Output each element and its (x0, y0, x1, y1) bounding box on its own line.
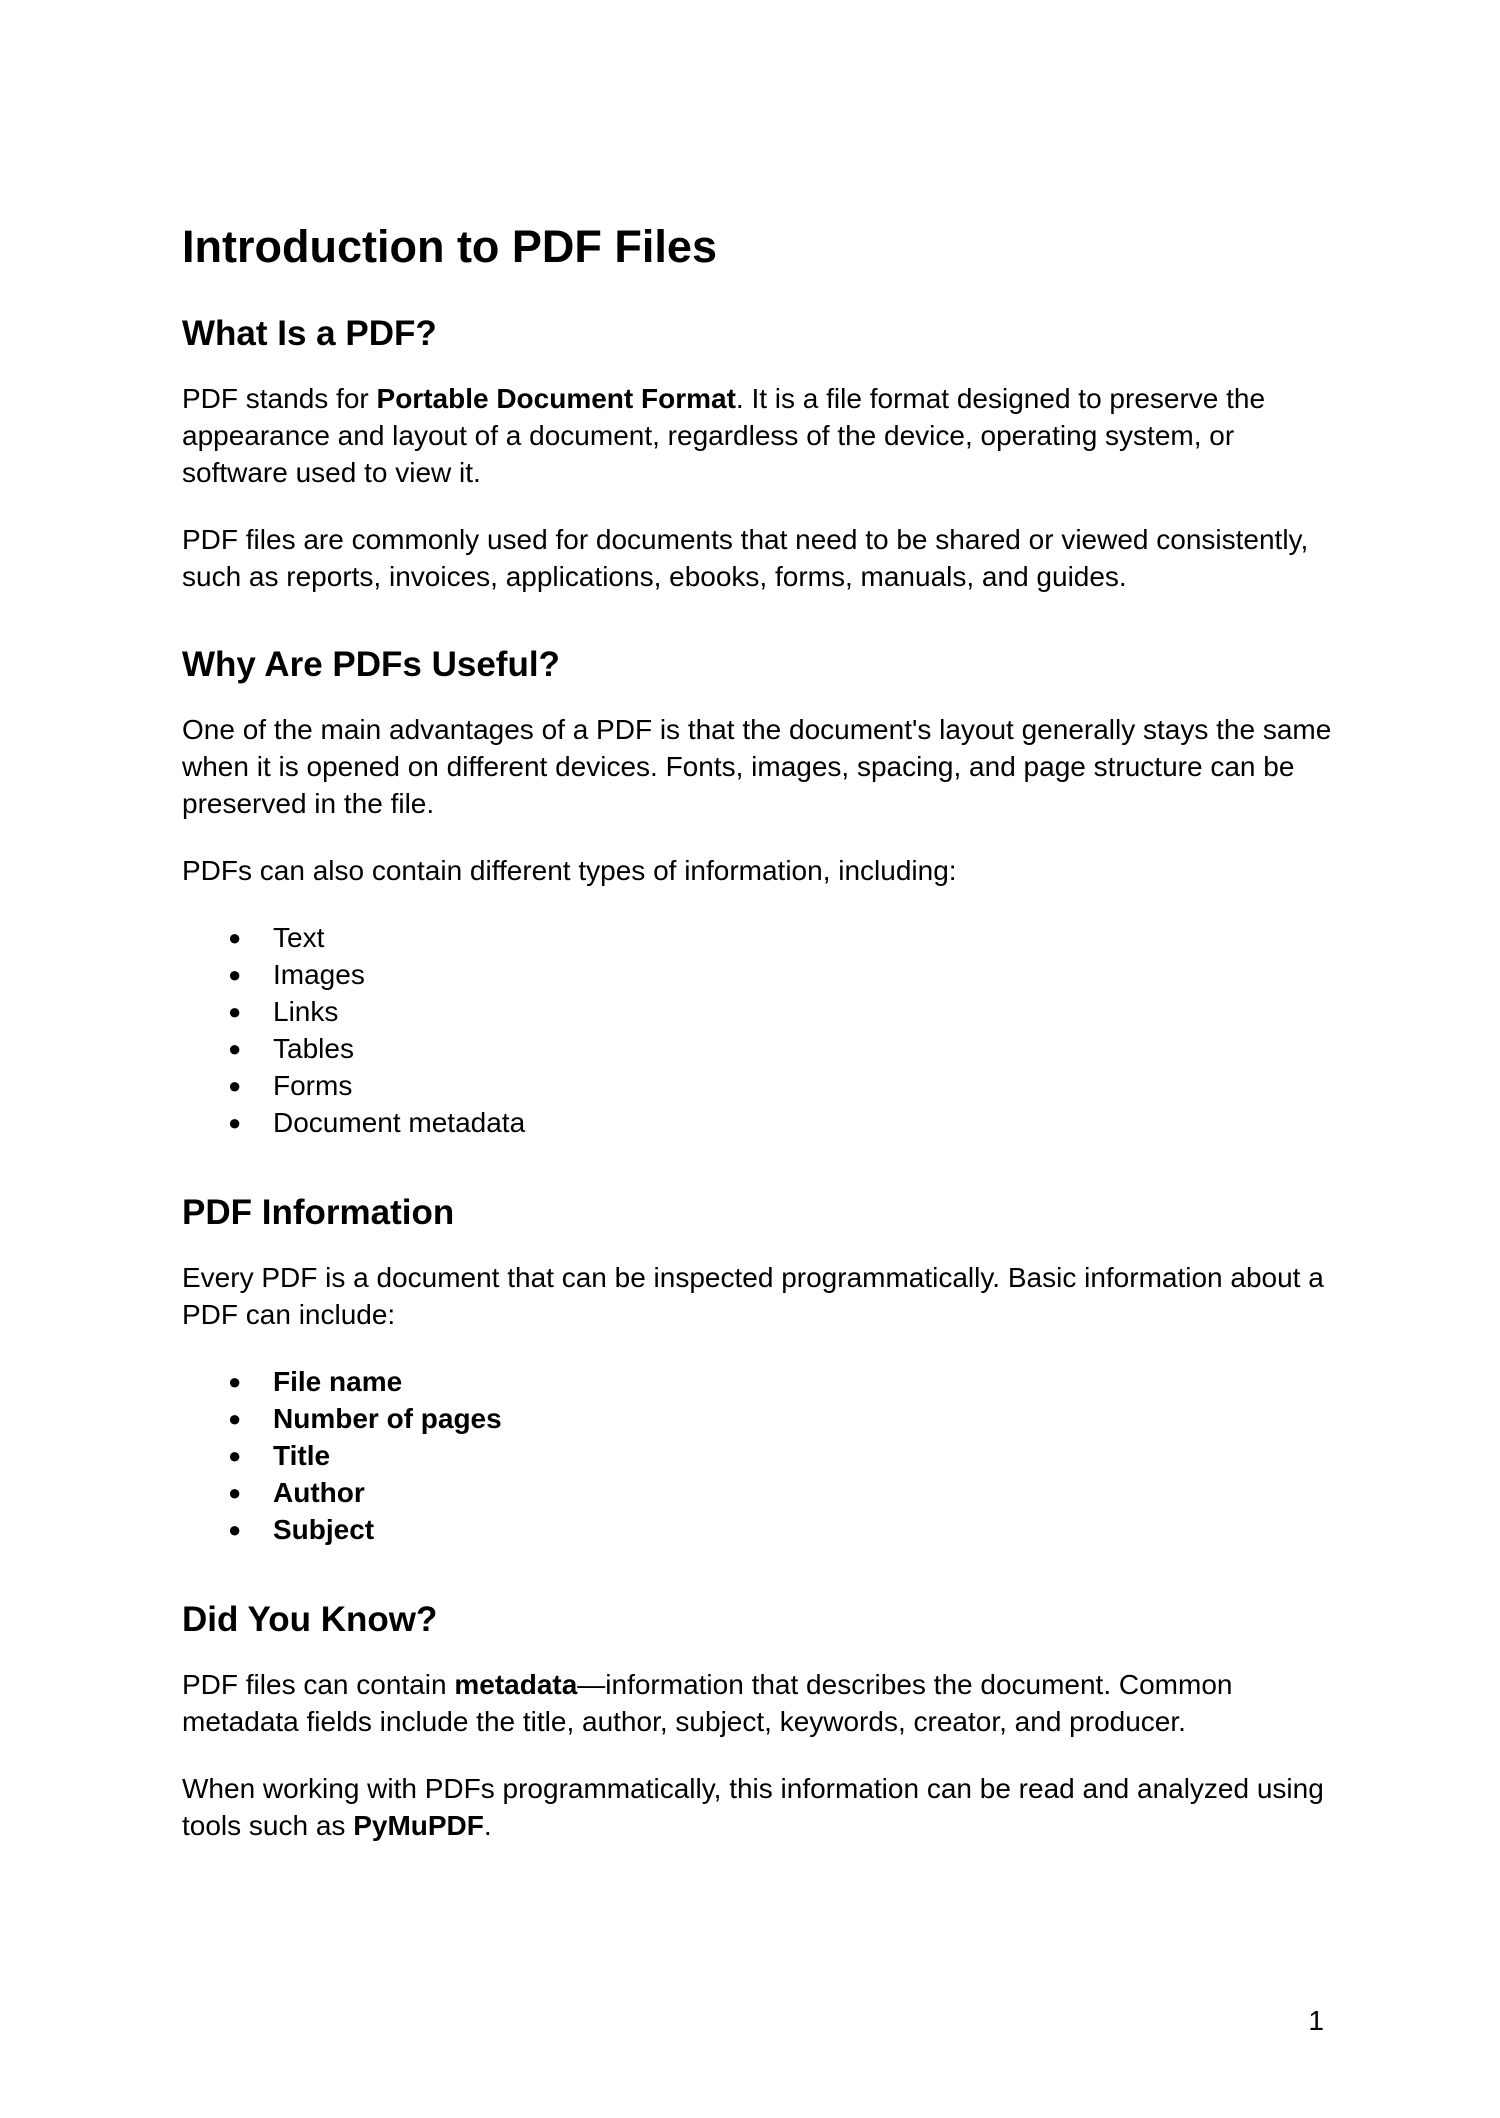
paragraph-text: . (483, 1810, 492, 1841)
list-item: ● Forms (182, 1067, 1342, 1104)
paragraph-text: . It is a file format designed to preserve the appearance and layout of a document, regardless of the device, operating system, or software used to view it. (182, 383, 1266, 488)
section-heading-pdf-information: PDF Information (182, 1193, 455, 1232)
paragraph-pdf-uses: PDF files are commonly used for documents that need to be shared or viewed consistently, such as reports, invoices, applications, ebooks, forms, manuals, and guides. (182, 524, 1309, 592)
paragraph-pdf-definition (182, 380, 1342, 491)
paragraph-metadata-intro (182, 1666, 1342, 1740)
list-item: ● Links (182, 993, 1342, 1030)
section-heading-why-useful: Why Are PDFs Useful? (182, 645, 560, 684)
bullet-icon: ● (228, 925, 242, 950)
list-item: ● Document metadata (182, 1104, 1342, 1141)
pdf-info-list (182, 1363, 1342, 1548)
bullet-icon: ● (228, 1406, 242, 1431)
list-item: ● Title (182, 1437, 1342, 1474)
paragraph-pdf-advantages: One of the main advantages of a PDF is that the document's layout generally stays the same when it is opened on different devices. Fonts, images, spacing, and page structure can be preserved in the file. (182, 714, 1332, 819)
paragraph-info-types-intro: PDFs can also contain different types of information, including: (182, 855, 957, 886)
bullet-icon: ● (228, 1369, 242, 1394)
paragraph-pymupdf (182, 1770, 1342, 1844)
paragraph-text: When working with PDFs programmatically, this information can be read and analyzed using tools such as (182, 1773, 1324, 1841)
list-item: ● Text (182, 919, 1342, 956)
bold-term-portable-document-format: Portable Document Format (376, 383, 736, 414)
list-item: ● Tables (182, 1030, 1342, 1067)
page-number: 1 (1308, 2005, 1324, 2036)
list-item: ● Images (182, 956, 1342, 993)
bold-term-pymupdf: PyMuPDF (353, 1810, 484, 1841)
section-heading-did-you-know: Did You Know? (182, 1600, 438, 1639)
list-item: ● File name (182, 1363, 1342, 1400)
page-content (182, 220, 1342, 1874)
bullet-icon: ● (228, 1517, 242, 1542)
info-types-list (182, 919, 1342, 1141)
document-title: Introduction to PDF Files (182, 221, 717, 272)
bullet-icon: ● (228, 1073, 242, 1098)
paragraph-text: —information that describes the document. Common metadata fields include the title, author, subject, keywords, creator, and producer. (182, 1669, 1233, 1737)
list-item: ● Subject (182, 1511, 1342, 1548)
bullet-icon: ● (228, 1480, 242, 1505)
bullet-icon: ● (228, 999, 242, 1024)
bullet-icon: ● (228, 962, 242, 987)
paragraph-text: PDF files can contain (182, 1669, 455, 1700)
section-heading-what-is-pdf: What Is a PDF? (182, 314, 437, 353)
list-item: ● Number of pages (182, 1400, 1342, 1437)
bullet-icon: ● (228, 1036, 242, 1061)
paragraph-pdf-info-intro: Every PDF is a document that can be inspected programmatically. Basic information about a PDF can include: (182, 1262, 1324, 1330)
bullet-icon: ● (228, 1110, 242, 1135)
bold-term-metadata: metadata (454, 1669, 578, 1700)
paragraph-text: PDF stands for (182, 383, 377, 414)
bullet-icon: ● (228, 1443, 242, 1468)
list-item: ● Author (182, 1474, 1342, 1511)
